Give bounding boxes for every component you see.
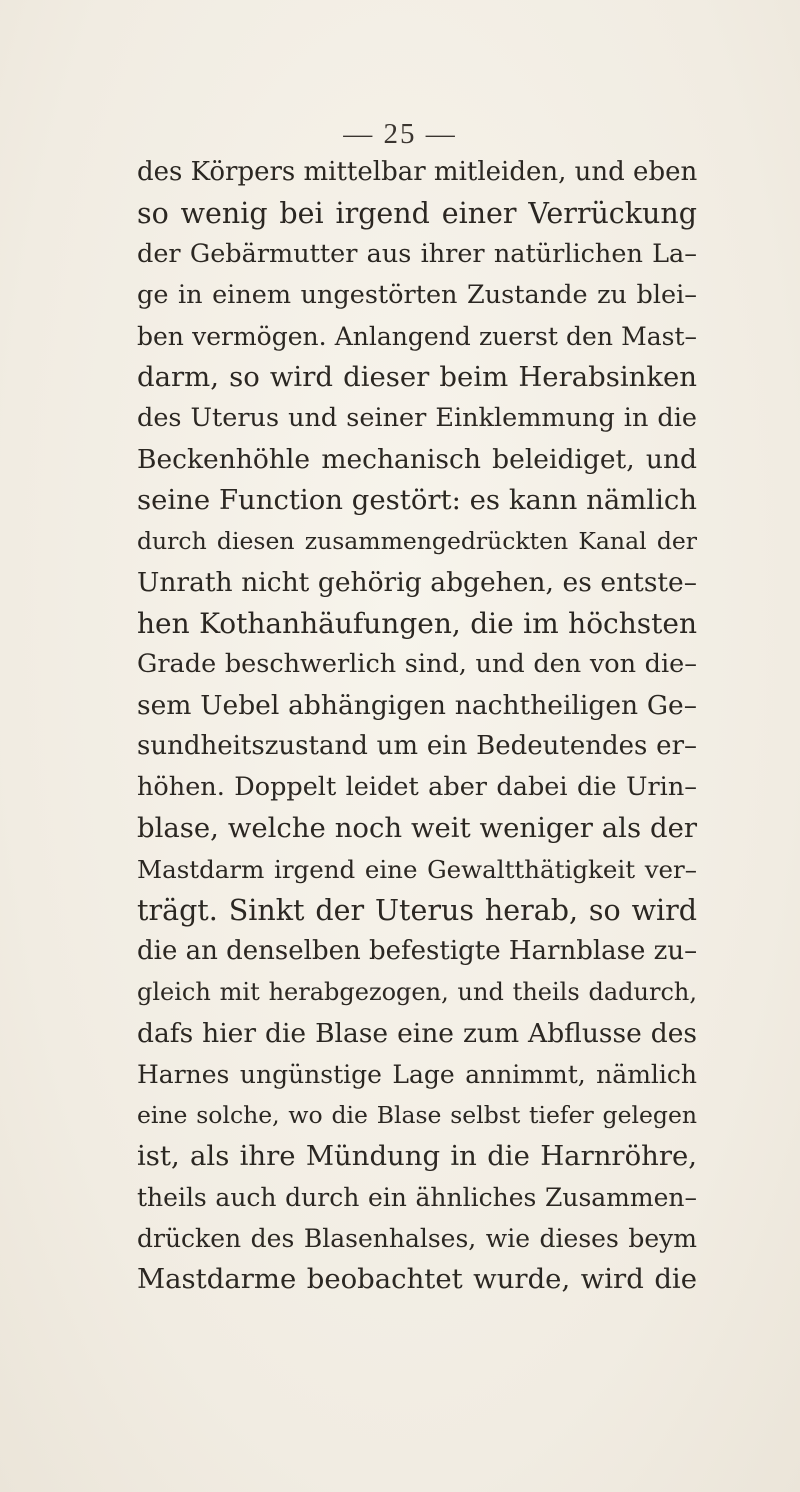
text-line: blase, welche noch weit weniger als der — [137, 812, 697, 844]
text-line: sundheitszustand um ein Bedeutendes er– — [137, 731, 697, 761]
text-line: ist, als ihre Mündung in die Harnröhre, — [137, 1140, 697, 1172]
page-number: — 25 — — [343, 118, 457, 150]
text-line: des Körpers mittelbar mitleiden, und eben — [137, 157, 698, 187]
text-line: Beckenhöhle mechanisch beleidiget, und — [137, 444, 697, 475]
text-line: theils auch durch ein ähnliches Zusammen– — [137, 1183, 697, 1212]
text-line: die an denselben befestigte Harnblase zu– — [137, 936, 698, 966]
text-line: eine solche, wo die Blase selbst tiefer gelegen — [137, 1101, 697, 1129]
text-line: höhen. Doppelt leidet aber dabei die Urin– — [137, 772, 697, 802]
body-text — [137, 152, 697, 1300]
text-line: sem Uebel abhängigen nachtheiligen Ge– — [137, 690, 697, 721]
text-line: dafs hier die Blase eine zum Abflusse des — [137, 1018, 697, 1049]
text-line: trägt. Sinkt der Uterus herab, so wird — [137, 894, 697, 927]
text-line: Mastdarme beobachtet wurde, wird die — [137, 1263, 697, 1295]
text-line: darm, so wird dieser beim Herabsinken — [137, 361, 697, 393]
text-line: der Gebärmutter aus ihrer natürlichen La– — [137, 239, 697, 269]
text-line: Grade beschwerlich sind, und den von die– — [137, 649, 697, 679]
text-line: Harnes ungünstige Lage annimmt, nämlich — [137, 1060, 697, 1089]
text-line: hen Kothanhäufungen, die im höchsten — [137, 607, 697, 640]
text-line: des Uterus und seiner Einklemmung in die — [137, 403, 697, 433]
text-line: so wenig bei irgend einer Verrückung — [137, 197, 697, 230]
text-line: ben vermögen. Anlangend zuerst den Mast– — [137, 322, 697, 351]
text-line: drücken des Blasenhalses, wie dieses beym — [137, 1224, 697, 1253]
text-line: ge in einem ungestörten Zustande zu blei– — [137, 280, 697, 310]
text-line: Mastdarm irgend eine Gewaltthätigkeit ver– — [137, 855, 697, 884]
text-line: Unrath nicht gehörig abgehen, es entste– — [137, 567, 697, 598]
text-line: gleich mit herabgezogen, und theils dadurch, — [137, 978, 697, 1006]
text-line: seine Function gestört: es kann nämlich — [137, 484, 697, 516]
text-line: durch diesen zusammengedrückten Kanal der — [137, 527, 697, 555]
